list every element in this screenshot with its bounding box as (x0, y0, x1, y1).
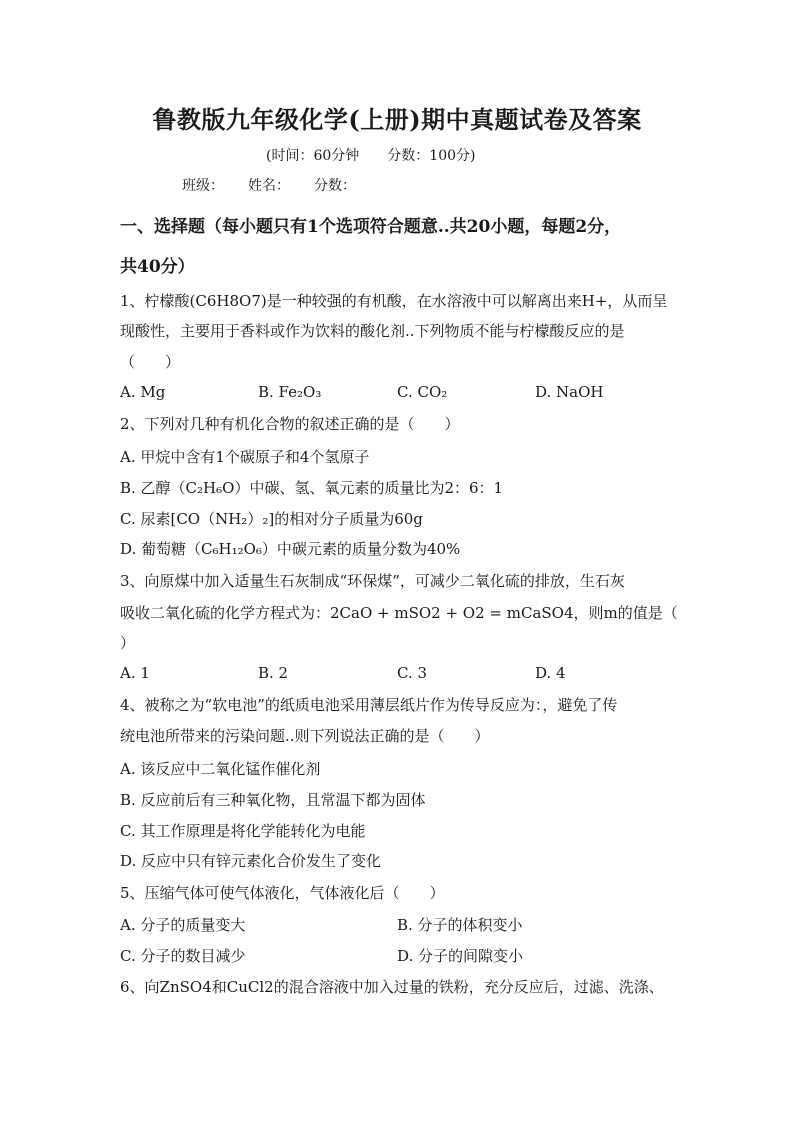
question-4-option-a: A. 该反应中二氧化锰作催化剂 (120, 760, 321, 778)
score-label: 分数： (314, 178, 356, 194)
question-3-line-3: ） (120, 634, 136, 652)
question-4-line-2: 统电池所带来的污染问题..则下列说法正确的是（ ） (120, 727, 490, 745)
exam-meta (266, 145, 503, 165)
option-b: B. 分子的体积变小 (397, 916, 523, 934)
section-heading: 一、选择题（每小题只有1个选项符合题意..共20小题，每题2分， (120, 217, 622, 237)
exam-total-score: 分数：100分) (387, 148, 476, 164)
question-4-option-b: B. 反应前后有三种氧化物，且常温下都为固体 (120, 791, 426, 809)
question-2-stem: 2、下列对几种有机化合物的叙述正确的是（ ） (120, 415, 460, 433)
option-a: A. 分子的质量变大 (120, 916, 246, 934)
question-5-option-b-wrap (397, 914, 523, 935)
question-5-options-row-1 (120, 914, 245, 935)
question-2-option-a: A. 甲烷中含有1个碳原子和4个氢原子 (120, 448, 370, 466)
option-d: D. NaOH (535, 383, 604, 401)
page-title: 鲁教版九年级化学(上册)期中真题试卷及答案 (152, 105, 642, 134)
question-5-options-row-2 (120, 945, 245, 966)
option-d: D. 4 (535, 664, 566, 682)
section-heading-cont: 共40分） (120, 257, 195, 277)
question-3-line-2: 吸收二氧化硫的化学方程式为：2CaO + mSO2 + O2 = mCaSO4，则m的值是（ (120, 604, 678, 622)
question-6-line-1: 6、向ZnSO4和CuCl2的混合溶液中加入过量的铁粉，充分反应后，过滤、洗涤、 (120, 978, 664, 996)
class-label: 班级： (182, 178, 224, 194)
question-1-line-3: （ ） (120, 353, 181, 371)
option-c: C. 分子的数目减少 (120, 947, 246, 965)
option-c: C. 3 (397, 664, 428, 682)
question-4-option-d: D. 反应中只有锌元素化合价发生了变化 (120, 852, 382, 870)
question-2-option-c: C. 尿素[CO（NH₂）₂]的相对分子质量为60g (120, 510, 423, 528)
question-3-line-1: 3、向原煤中加入适量生石灰制成“环保煤”，可减少二氧化硫的排放，生石灰 (120, 572, 625, 590)
option-a: A. Mg (120, 383, 166, 401)
option-b: B. 2 (258, 664, 289, 682)
question-2-option-b: B. 乙醇（C₂H₆O）中碳、氢、氧元素的质量比为2：6：1 (120, 479, 504, 497)
exam-time: (时间：60分钟 (266, 148, 360, 164)
name-label: 姓名： (248, 178, 290, 194)
option-d: D. 分子的间隙变小 (397, 947, 524, 965)
question-1-line-1: 1、柠檬酸(C6H8O7)是一种较强的有机酸，在水溶液中可以解离出来H+，从而呈 (120, 292, 668, 310)
question-2-option-d: D. 葡萄糖（C₆H₁₂O₆）中碳元素的质量分数为40% (120, 540, 461, 558)
question-1-line-2: 现酸性，主要用于香料或作为饮料的酸化剂..下列物质不能与柠檬酸反应的是 (120, 322, 625, 340)
question-5-stem: 5、压缩气体可使气体液化，气体液化后（ ） (120, 884, 445, 902)
question-4-option-c: C. 其工作原理是将化学能转化为电能 (120, 822, 366, 840)
option-c: C. CO₂ (397, 383, 448, 401)
question-5-option-d-wrap (397, 945, 523, 966)
student-info (182, 175, 380, 195)
question-4-line-1: 4、被称之为“软电池”的纸质电池采用薄层纸片作为传导反应为：，避免了传 (120, 696, 618, 714)
option-a: A. 1 (120, 664, 150, 682)
option-b: B. Fe₂O₃ (258, 383, 322, 401)
